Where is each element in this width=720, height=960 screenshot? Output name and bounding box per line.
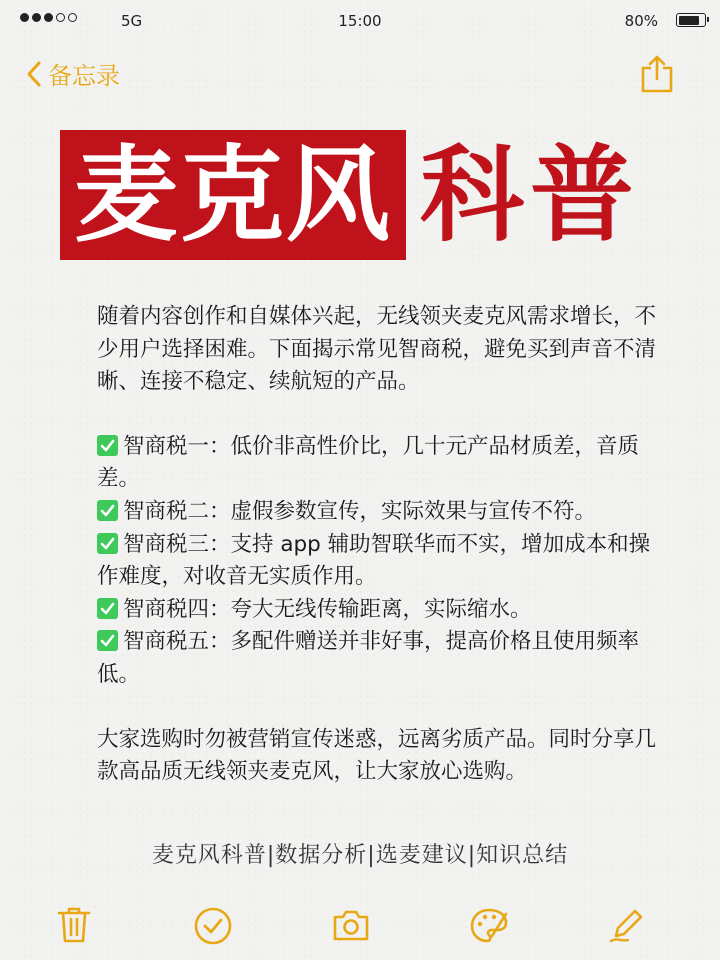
checklist-item [97, 431, 667, 496]
markup-button[interactable] [468, 906, 510, 950]
battery-icon [676, 13, 706, 27]
check-mark-icon [97, 533, 118, 554]
check-mark-icon [97, 435, 118, 456]
check-mark-icon [97, 630, 118, 651]
checklist-item-text: 智商税一：低价非高性价比，几十元产品材质差，音质差。 [97, 433, 640, 492]
checklist-item-text: 智商税二：虚假参数宣传，实际效果与宣传不符。 [123, 498, 597, 524]
camera-button[interactable] [331, 906, 371, 948]
checklist-item [97, 594, 667, 627]
camera-icon [331, 906, 371, 944]
checklist-item [97, 496, 667, 529]
checklist-item [97, 529, 667, 594]
checklist-item-text: 智商税三：支持 app 辅助智联华而不实，增加成本和操作难度，对收音无实质作用。 [97, 531, 651, 590]
compose-button[interactable] [608, 906, 644, 948]
trash-icon [56, 906, 92, 944]
checklist-item [97, 626, 667, 691]
hashtag-line: 麦克风科普|数据分析|选麦建议|知识总结 [151, 843, 569, 868]
intro-paragraph: 随着内容创作和自媒体兴起，无线领夹麦克风需求增长，不少用户选择困难。下面揭示常见智商税，避免买到声音不清晰、连接不稳定、续航短的产品。 [97, 304, 657, 395]
checklist-button[interactable] [193, 906, 233, 950]
title-plain: 科普 [420, 134, 641, 256]
status-time: 15:00 [338, 12, 382, 30]
back-button[interactable] [26, 56, 120, 91]
share-button[interactable] [640, 54, 674, 98]
checklist-item-text: 智商税四：夸大无线传输距离，实际缩水。 [123, 596, 532, 622]
note-title [60, 130, 640, 260]
delete-button[interactable] [56, 906, 92, 948]
palette-icon [468, 906, 510, 946]
chevron-left-icon [26, 60, 42, 88]
bottom-toolbar [0, 900, 720, 950]
checklist-icon [193, 906, 233, 946]
outro-paragraph: 大家选购时勿被营销宣传迷惑，远离劣质产品。同时分享几款高品质无线领夹麦克风，让大家放心选购。 [97, 726, 657, 785]
checklist-item-text: 智商税五：多配件赠送并非好事，提高价格且使用频率低。 [97, 629, 640, 687]
check-mark-icon [97, 500, 118, 521]
battery-percentage: 80% [624, 12, 658, 30]
note-body[interactable] [97, 301, 667, 789]
status-bar [0, 0, 720, 44]
share-icon [640, 54, 674, 94]
check-mark-icon [97, 598, 118, 619]
checklist [97, 431, 667, 692]
network-type: 5G [121, 12, 143, 30]
pen-icon [608, 906, 644, 944]
title-highlighted: 麦克风 [60, 130, 406, 260]
back-label: 备忘录 [48, 62, 120, 90]
